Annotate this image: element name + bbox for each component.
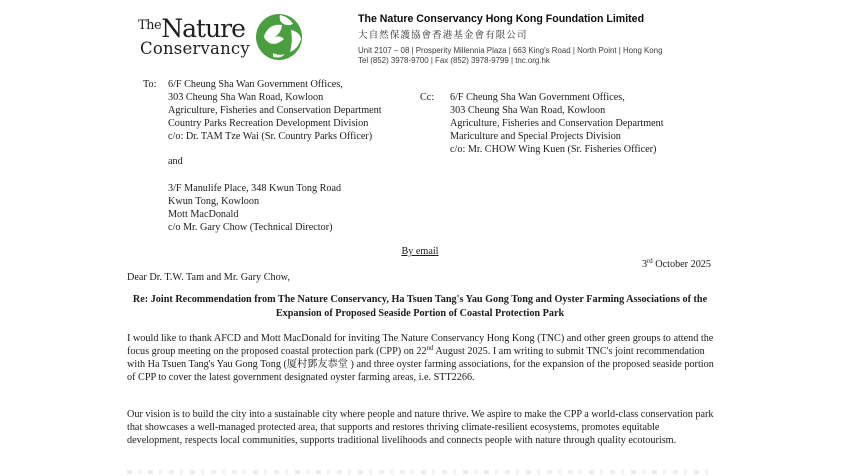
cc-address-lines xyxy=(450,92,664,157)
cc-address-block xyxy=(420,92,664,157)
address-line: 6/F Cheung Sha Wan Government Offices, xyxy=(450,92,625,103)
address-line: 3/F Manulife Place, 348 Kwun Tong Road xyxy=(168,183,342,194)
tnc-wordmark xyxy=(138,14,250,58)
org-name-zh: 大自然保護協會香港基金會有限公司 xyxy=(358,30,528,41)
cc-label: Cc: xyxy=(420,92,435,103)
letter-date xyxy=(642,259,711,270)
address-line: Kwun Tong, Kowloon xyxy=(168,195,260,207)
to-label: To: xyxy=(143,79,157,90)
address-line: Agriculture, Fisheries and Conservation Department xyxy=(168,104,382,116)
address-line: Agriculture, Fisheries and Conservation Department xyxy=(450,117,664,129)
second-to-address-block xyxy=(168,183,341,235)
address-line: c/o: Mr. CHOW Wing Kuen (Sr. Fisheries Officer) xyxy=(450,143,657,155)
delivery-method xyxy=(127,246,713,257)
body-paragraph-2: Our vision is to build the city into a sustainable city where people and nature thrive. We aspire to make the CPP a world-class conservation park that showcases a well-managed protected area, that supports and restores thriving climate-resilient ecosystems, promotes equitable development, respects local communities, supports traditional livelihoods and connects people with nature through quality ecotourism. xyxy=(127,409,714,446)
address-line: Country Parks Recreation Development Division xyxy=(168,117,369,129)
salutation: Dear Dr. T.W. Tam and Mr. Gary Chow, xyxy=(127,272,290,283)
date-ordinal: rd xyxy=(647,258,653,265)
org-name-en: The Nature Conservancy Hong Kong Foundation Limited xyxy=(358,13,645,25)
wordmark-conservancy: Conservancy xyxy=(140,39,250,58)
address-line: c/o Mr. Gary Chow (Technical Director) xyxy=(168,221,333,233)
letterhead-org-info xyxy=(358,13,662,65)
truncated-text-line xyxy=(127,470,711,474)
address-line: Mariculture and Special Projects Division xyxy=(450,130,621,142)
tnc-logo xyxy=(138,14,305,67)
subject-line: Re: Joint Recommendation from The Nature Conservancy, Ha Tsuen Tang's Yau Gong Tong and Oyster Farming Associations of the Expansion of Proposed Seaside Portion of Coastal Protection Park xyxy=(132,294,708,319)
address-line: 303 Cheung Sha Wan Road, Kowloon xyxy=(168,91,324,103)
date-rest: October 2025 xyxy=(652,259,711,270)
address-connector: and xyxy=(168,156,183,167)
globe-leaf-icon xyxy=(253,12,305,67)
para1-text: I would like to thank AFCD and Mott MacDonald for inviting The Nature Conservancy Hong Kong (TNC) and other green groups to attend the focus group meeting on the proposed coastal protection park (CPP) on 22 xyxy=(127,333,714,357)
org-address: Unit 2107 – 08 | Prosperity Millennia Plaza | 663 King's Road | North Point | Hong Kong xyxy=(358,46,663,55)
address-line: 303 Cheung Sha Wan Road, Kowloon xyxy=(450,104,606,116)
wordmark-nature: Nature xyxy=(161,14,245,43)
address-line: c/o: Dr. TAM Tze Wai (Sr. Country Parks Officer) xyxy=(168,130,373,142)
para1-text-continued: August 2025. I am writing to submit TNC's joint recommendation with Ha Tsuen Tang's Yau Gong Tong (厦村鄧友恭堂 ) and three oyster farming associations, for the expansion of the proposed seaside portion of CPP to cover the latest government designated oyster farming areas, i.e. STT2266. xyxy=(127,345,714,383)
date-day: 3 xyxy=(641,259,648,270)
to-address-block xyxy=(143,79,382,144)
org-contact: Tel (852) 3978-9700 | Fax (852) 3978-9799 | tnc.org.hk xyxy=(358,56,550,65)
delivery-method-text: By email xyxy=(401,246,439,257)
para1-ordinal: nd xyxy=(426,344,434,352)
wordmark-the: The xyxy=(138,18,162,33)
address-line: 6/F Cheung Sha Wan Government Offices, xyxy=(168,79,343,90)
body-paragraph-1 xyxy=(127,333,715,385)
address-line: Mott MacDonald xyxy=(168,208,239,220)
to-address-lines xyxy=(168,79,382,144)
